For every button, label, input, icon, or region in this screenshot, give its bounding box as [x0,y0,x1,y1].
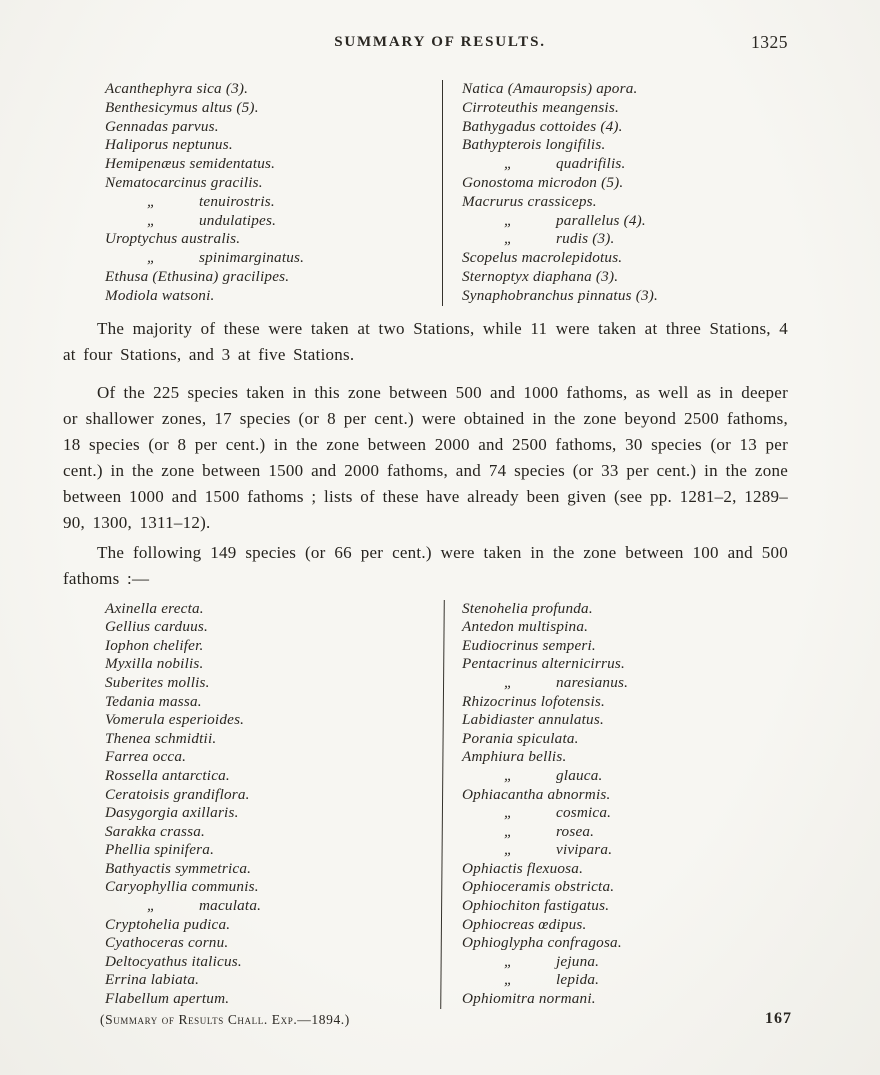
ditto-mark: „ [504,673,513,691]
species-item: Benthesicymus altus (5). [105,98,259,116]
species-item: Gellius carduus. [105,618,209,636]
species-item [105,193,442,212]
species-item: Flabellum apertum. [105,990,230,1008]
species-name: quadrifilis. [556,155,626,173]
species-column-lower-left [60,600,442,1009]
species-item: Ophiactis flexuosa. [462,859,584,877]
species-column-upper-right [443,80,658,306]
species-item: Phellia spinifera. [105,841,215,859]
species-item: Natica (Amauropsis) apora. [462,80,638,97]
ditto-mark: „ [504,804,513,822]
species-item: Rossella antarctica. [105,766,230,784]
species-item: Ophioceramis obstricta. [462,878,615,896]
ditto-mark: „ [504,841,513,859]
species-item: Ophiomitra normani. [462,990,596,1008]
species-item: Labidiaster annulatus. [462,711,604,729]
species-item: Eudiocrinus semperi. [462,636,596,654]
species-name: undulatipes. [199,211,277,229]
species-item: Macrurus crassiceps. [462,192,597,210]
species-item [462,971,628,990]
species-item: Antedon multispina. [462,618,589,636]
species-item [105,249,442,268]
species-item [462,841,628,860]
species-name: rosea. [556,822,595,840]
paragraph-zones: Of the 225 species taken in this zone between 500 and 1000 fathoms, as well as in deeper or shallower zones, 17 species (or 8 per cent.) were obtained in the zone beyond 2500 fathoms, 18 species (or 8 per cent.) in the zone between 2000 and 2500 fathoms, 30 species (or 13 per cent.) in the zone between 1500 and 2000 fathoms, and 74 species (or 33 per cent.) in the zone between 1000 and 1500 fathoms ; lists of these have already been given (see pp. 1281–2, 1289–90, 1300, 1311–12). [63,382,788,532]
species-column-lower-right [443,600,628,1009]
species-item: Sarakka crassa. [105,822,206,840]
species-item: Cryptohelia pudica. [105,915,231,933]
printer-imprint: (Summary of Results Chall. Exp.—1894.) [100,1012,350,1027]
species-item [462,155,658,174]
species-item [105,212,442,231]
ditto-mark: „ [504,971,513,989]
species-item: Caryophyllia communis. [105,878,259,896]
ditto-mark: „ [504,952,513,970]
species-item [462,804,628,823]
species-name: naresianus. [556,673,629,691]
species-item: Cyathoceras cornu. [105,934,229,952]
species-item: Nematocarcinus gracilis. [105,173,263,191]
species-name: lepida. [556,971,600,989]
species-item: Ophioglypha confragosa. [462,934,622,952]
species-item: Bathygadus cottoides (4). [462,117,623,135]
page-footer [0,1010,880,1036]
species-name: vivipara. [556,841,613,859]
ditto-mark: „ [504,766,513,784]
species-item [462,674,628,693]
species-name: rudis (3). [556,230,615,248]
ditto-mark: „ [504,230,513,248]
species-item: Stenohelia profunda. [462,599,593,617]
paragraph-following-species: The following 149 species (or 66 per cent.) were taken in the zone between 100 and 500 fathoms :— [63,542,788,588]
species-item: Deltocyathus italicus. [105,952,242,970]
species-item [462,767,628,786]
species-item: Ophiocreas œdipus. [462,915,587,933]
running-head [0,0,880,54]
species-list-lower [60,600,822,1009]
species-item: Uroptychus australis. [105,230,241,248]
species-item: Hemipenæus semidentatus. [105,155,276,173]
species-item: Acanthephyra sica (3). [105,80,249,97]
running-title: SUMMARY OF RESULTS. [334,34,546,50]
species-item: Errina labiata. [105,971,200,989]
species-name: cosmica. [556,804,612,822]
species-item [462,230,658,249]
ditto-mark: „ [147,211,156,229]
species-name: glauca. [556,766,603,784]
species-item: Myxilla nobilis. [105,655,204,673]
page-number: 1325 [751,32,788,52]
species-item: Ethusa (Ethusina) gracilipes. [105,267,290,285]
species-item: Rhizocrinus lofotensis. [462,692,605,710]
species-item: Bathyactis symmetrica. [105,859,252,877]
species-item: Porania spiculata. [462,729,579,747]
species-item: Ophiacantha abnormis. [462,785,611,803]
species-item: Sternoptyx diaphana (3). [462,267,619,285]
ditto-mark: „ [147,897,156,915]
species-name: spinimarginatus. [199,249,305,267]
species-item: Axinella erecta. [105,599,204,617]
species-item: Bathypterois longifilis. [462,136,606,154]
species-item: Tedania massa. [105,692,202,710]
species-list-upper [60,80,822,306]
species-item: Modiola watsoni. [105,286,215,304]
ditto-mark: „ [504,211,513,229]
species-item [462,212,658,231]
species-name: maculata. [199,897,262,915]
species-item: Farrea occa. [105,748,187,766]
species-item: Thenea schmidtii. [105,729,217,747]
species-name: parallelus (4). [556,211,646,229]
species-item [462,953,628,972]
species-item: Vomerula esperioides. [105,711,245,729]
species-item: Amphiura bellis. [462,748,567,766]
species-item: Cirroteuthis meangensis. [462,98,619,116]
species-column-upper-left [60,80,442,306]
species-item: Iophon chelifer. [105,636,204,654]
species-item: Suberites mollis. [105,673,210,691]
species-item: Synaphobranchus pinnatus (3). [462,286,659,304]
species-item: Haliporus neptunus. [105,136,233,154]
species-item: Dasygorgia axillaris. [105,804,239,822]
ditto-mark: „ [504,155,513,173]
species-item [462,823,628,842]
ditto-mark: „ [504,822,513,840]
species-item: Ceratoisis grandiflora. [105,785,250,803]
species-item: Scopelus macrolepidotus. [462,249,623,267]
species-item [105,897,442,916]
sheet-number: 167 [765,1010,792,1027]
paragraph-stations: The majority of these were taken at two Stations, while 11 were taken at three Stations, 4 at four Stations, and 3 at five Stations. [63,318,788,364]
ditto-mark: „ [147,249,156,267]
species-item: Gennadas parvus. [105,117,219,135]
ditto-mark: „ [147,192,156,210]
species-item: Ophiochiton fastigatus. [462,897,610,915]
species-item: Gonostoma microdon (5). [462,173,624,191]
species-name: tenuirostris. [199,192,275,210]
species-item: Pentacrinus alternicirrus. [462,655,625,673]
body-text [63,316,788,592]
species-name: jejuna. [556,952,600,970]
